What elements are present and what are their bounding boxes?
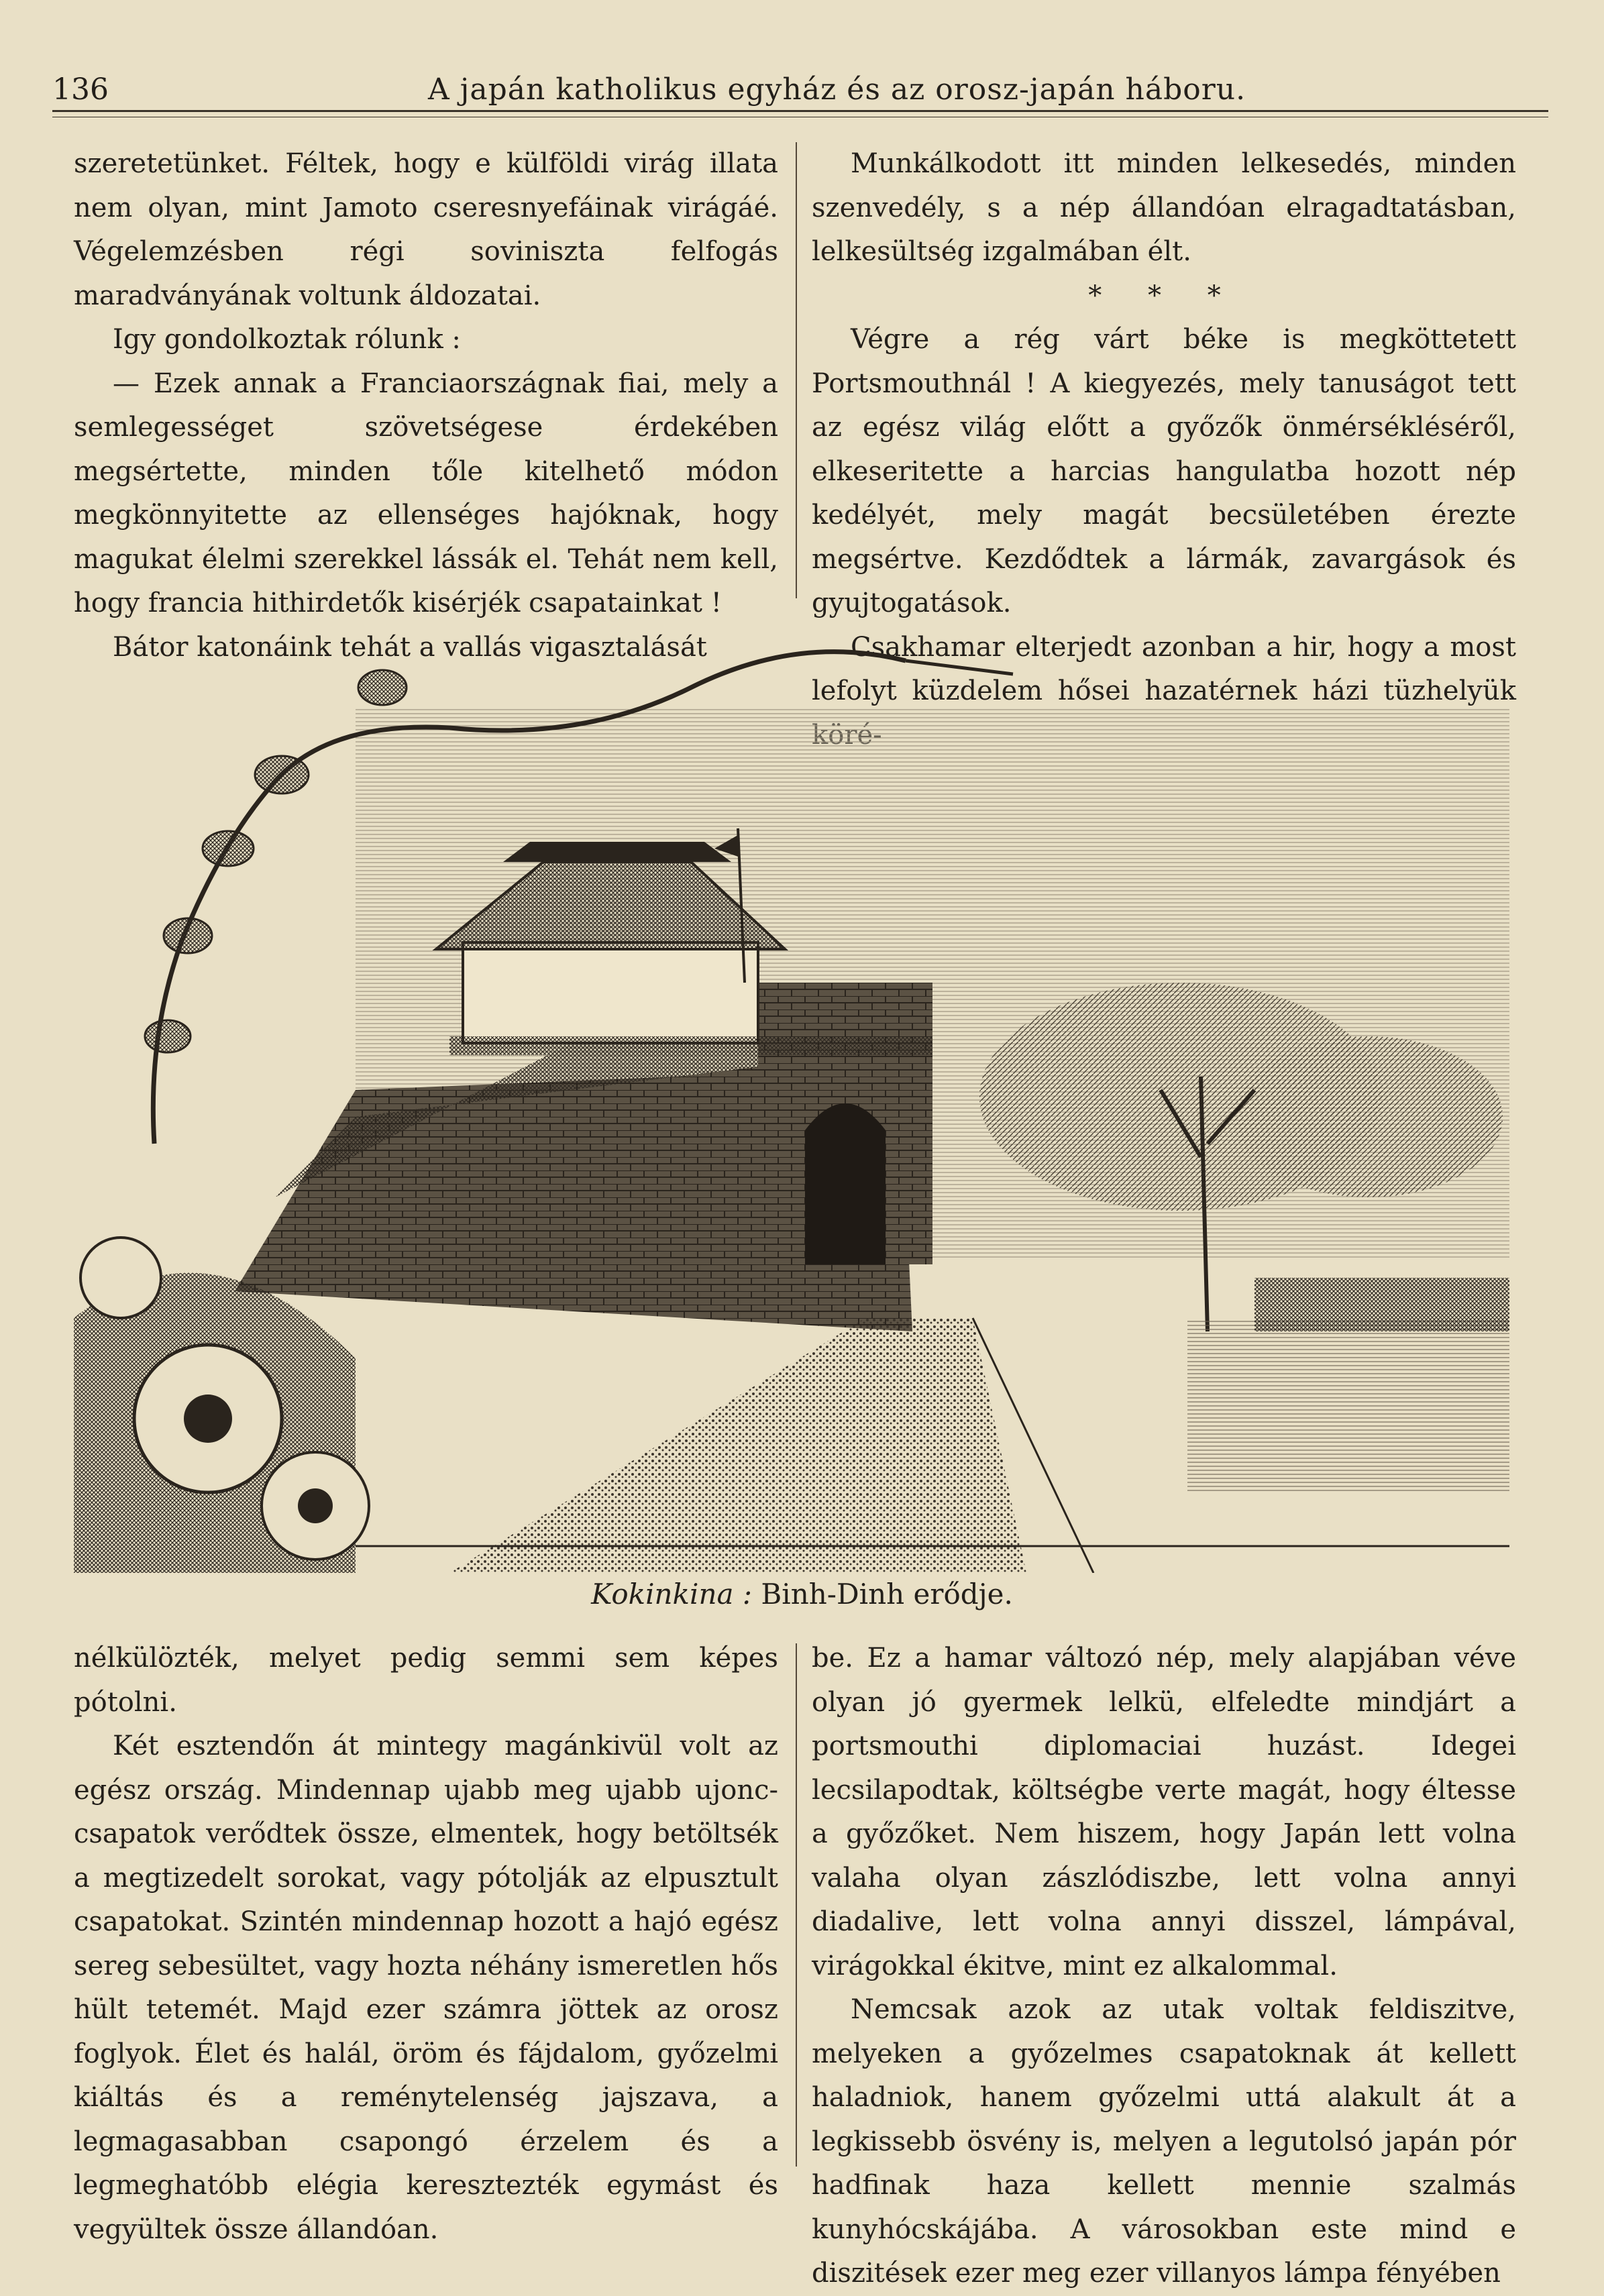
paragraph: nélkülözték, melyet pedig semmi sem képes pótolni.	[74, 1643, 778, 1718]
bottom-right-column	[812, 1637, 1516, 2296]
paragraph: Csakhamar elterjedt azonban a hir, hogy a most lefolyt küzdelem hősei hazatérnek házi tüzhelyük	[812, 631, 1516, 706]
column-divider	[796, 142, 797, 598]
paragraph: Két esztendőn át mintegy magánkivül volt az egész ország. Mindennap ujabb meg ujabb ujonc-csapatok verődtek össze, elmentek, hogy betöltsék a megtizedelt sorokat, vagy pótolják az elpusztult csapatokat. Szintén mindennap hozott a hajó egész sereg sebesültet, vagy hozta néhány ismeretlen hős hült tetemét. Majd ezer számra jöttek az orosz foglyok. Élet és halál, öröm és fájdalom, győzelmi kiáltás és a reménytelenség jajszava, a legmagasabban csapongó érzelem és a legmeghatóbb elégia keresztezték egymást és vegyültek össze állandóan.	[74, 1731, 778, 2245]
moat-water	[1187, 1318, 1509, 1492]
top-left-column	[74, 142, 778, 669]
vine-tip	[906, 661, 1013, 674]
gate-arch	[805, 1103, 886, 1264]
section-break: * * *	[1088, 280, 1240, 311]
bridge	[1254, 1278, 1509, 1331]
fortress-engraving	[74, 607, 1509, 1573]
pavilion-wall	[463, 942, 758, 1043]
paragraph: Igy gondolkoztak rólunk :	[113, 324, 461, 355]
page-header	[52, 67, 1548, 114]
paragraph: be. Ez a hamar változó nép, mely alapjában véve olyan jó gyermek lelkü, elfeledte mindjárt a portsmouthi diplomaciai huzást. Idegei lecsilapodtak, költségbe verte magát, hogy éltesse a győzőket. Nem hiszem, hogy Japán lett volna valaha olyan zászlódiszbe, lett volna annyi diadalive, lett volna annyi disszel, lámpával, virágokkal ékitve, mint ez alkalommal.	[812, 1643, 1516, 1981]
engraving-illustration	[74, 607, 1509, 1573]
paragraph: Végre a rég várt béke is megköttetett Portsmouthnál ! A kiegyezés, mely tanuságot tett az egész világ előtt a győzők önmérsékléséről, elkeseritette a harcias hangulatba hozott nép kedélyét, mely magát becsületében érezte megsértve. Kezdődtek a lármák, zavargások és gyujtogatások.	[812, 324, 1516, 618]
cobbled-road	[449, 1318, 1026, 1573]
header-rule	[52, 110, 1548, 112]
caption-place: Kokinkina :	[591, 1578, 753, 1610]
bottom-left-column	[74, 1637, 778, 2252]
column-divider	[796, 1643, 797, 2167]
figure-caption	[0, 1578, 1604, 1610]
tree-canopy	[1234, 1036, 1503, 1197]
paragraph: Bátor katonáink tehát a vallás vigasztalását	[113, 631, 707, 663]
paragraph: Nemcsak azok az utak voltak feldiszitve, melyeken a győzelmes csapatoknak át kellett haladniok, hanem győzelmi uttá alakult át a legkissebb ösvény is, melyen a legutolsó japán pór hadfinak haza kellett mennie szalmás kunyhócskájába. A városokban este mind e diszitések ezer meg ezer villanyos lámpa fényében	[812, 1994, 1516, 2289]
paragraph: szeretetünket. Féltek, hogy e külföldi virág illata nem olyan, mint Jamoto cseresnyefáinak virágáé. Végelemzésben régi soviniszta felfogás maradványának voltunk áldozatai.	[74, 148, 778, 311]
paragraph: Munkálkodott itt minden lelkesedés, minden szenvedély, s a nép állandóan elragadtatásban, lelkesültség izgalmában élt.	[812, 148, 1516, 267]
caption-text: Binh-Dinh erődje.	[761, 1578, 1013, 1610]
page-number: 136	[52, 72, 109, 107]
paragraph: — Ezek annak a Franciaországnak fiai, mely a semlegességet szövetségese érdekében megsértette, minden tőle kitelhető módon megkönnyitette az ellenséges hajóknak, hogy magukat élelmi szerekkel lássák el. Tehát nem kell, hogy francia hithirdetők kisérjék csapatainkat !	[74, 368, 778, 618]
pavilion-ridge	[503, 842, 731, 862]
running-title: A japán katholikus egyház és az orosz-japán háboru.	[428, 72, 1246, 107]
parapet	[449, 1036, 932, 1055]
